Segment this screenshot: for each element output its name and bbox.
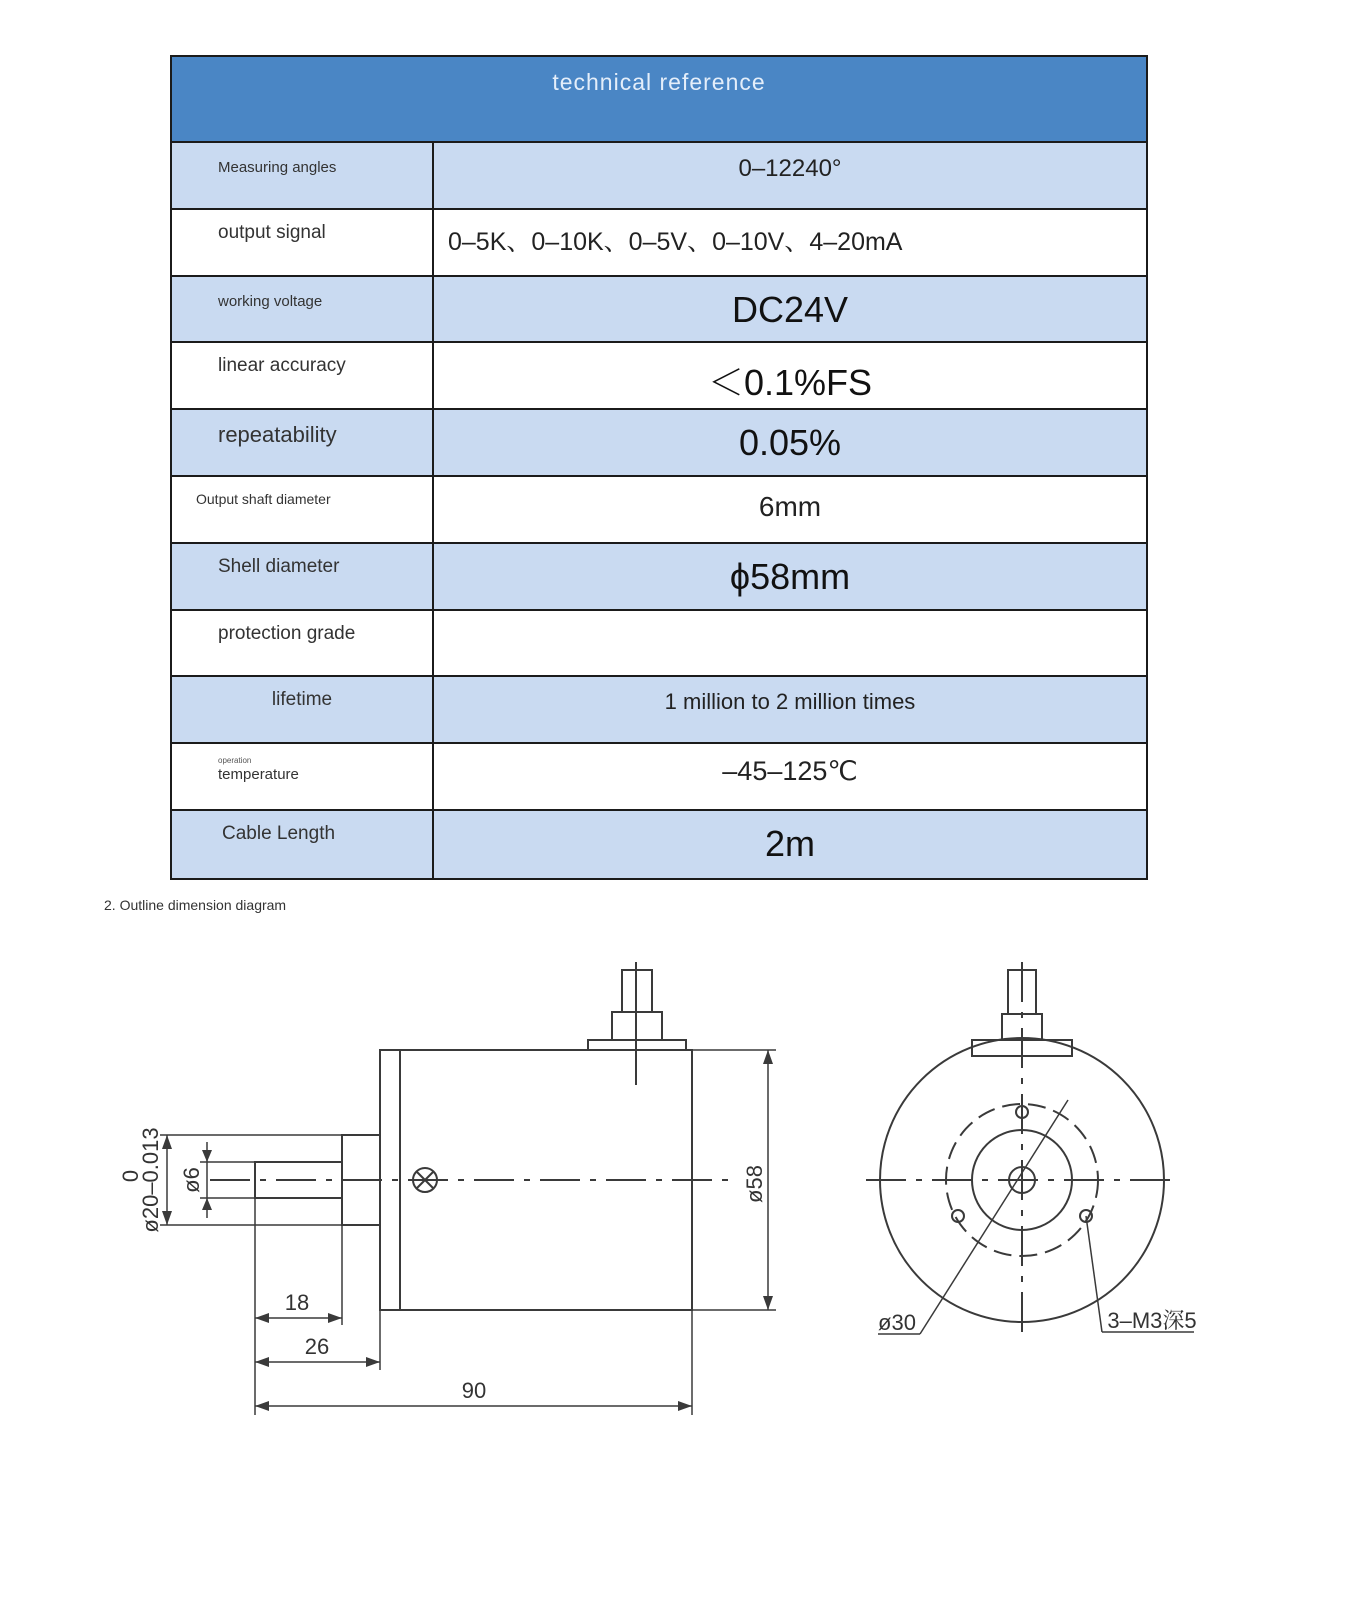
arrowheads (162, 1050, 773, 1411)
spec-table (170, 55, 1148, 880)
spec-value: 1 million to 2 million times (664, 689, 916, 715)
spec-label: repeatability (172, 410, 434, 475)
arrow (202, 1198, 212, 1210)
spec-label (172, 744, 434, 809)
arrow (678, 1401, 692, 1411)
dim20-label: ø20–0.013 (138, 1127, 163, 1233)
spec-row-working-voltage (172, 277, 1146, 344)
leader-d30 (920, 1100, 1068, 1334)
dim30-label: ø30 (878, 1310, 916, 1335)
dim26-label: 26 (304, 1334, 330, 1359)
spec-value: 0.05% (738, 422, 842, 464)
spec-label: Cable Length (172, 811, 434, 878)
spec-value: 0–12240° (738, 155, 842, 182)
spec-row-linear-accuracy (172, 343, 1146, 410)
arrow (162, 1211, 172, 1225)
spec-value: ϕ58mm (729, 555, 851, 597)
arrow (202, 1150, 212, 1162)
spec-label: Measuring angles (172, 143, 434, 208)
spec-value: ＜0.1%FS (707, 362, 873, 404)
dim6-label: ø6 (179, 1167, 204, 1193)
spec-row-output-signal (172, 210, 1146, 277)
spec-value: DC24V (731, 288, 849, 330)
spec-row-repeatability (172, 410, 1146, 477)
dim20-tolerance-label: 0 (118, 1169, 143, 1183)
spec-value (434, 611, 1146, 676)
dim90-label: 90 (461, 1378, 487, 1403)
spec-label-main: temperature (218, 766, 299, 784)
arrow (255, 1401, 269, 1411)
spec-label: working voltage (172, 277, 434, 342)
outline-diagram (0, 940, 1354, 1460)
spec-value: –45–125℃ (722, 756, 858, 787)
spec-label-top: operation (218, 756, 252, 766)
spec-value: 2m (764, 822, 815, 864)
spec-row-protection-grade (172, 611, 1146, 678)
arrow (366, 1357, 380, 1367)
spec-label: output signal (172, 210, 434, 275)
spec-label: protection grade (172, 611, 434, 676)
spec-label: Output shaft diameter (172, 477, 434, 542)
dim18-label: 18 (284, 1290, 310, 1315)
thread-label: 3–M3深5 (1107, 1308, 1197, 1333)
spec-row-lifetime (172, 677, 1146, 744)
spec-row-shell-diameter (172, 544, 1146, 611)
arrow (255, 1357, 269, 1367)
spec-header (172, 57, 1146, 143)
dim58-label: ø58 (742, 1165, 767, 1203)
arrow (255, 1313, 269, 1323)
spec-row-output-shaft-diameter (172, 477, 1146, 544)
spec-label: Shell diameter (172, 544, 434, 609)
spec-value: 0–5K、0–10K、0–5V、0–10V、4–20mA (448, 227, 903, 256)
diagram-caption: 2. Outline dimension diagram (104, 897, 287, 913)
spec-label: lifetime (172, 677, 434, 742)
spec-header-title: technical reference (552, 69, 766, 95)
arrow (763, 1296, 773, 1310)
spec-label: linear accuracy (172, 343, 434, 408)
arrow (763, 1050, 773, 1064)
spec-row-cable-length (172, 811, 1146, 878)
spec-row-operation-temperature (172, 744, 1146, 811)
arrow (162, 1135, 172, 1149)
spec-value: 6mm (758, 490, 822, 522)
spec-row-measuring-angles (172, 143, 1146, 210)
arrow (328, 1313, 342, 1323)
leader-thread (1086, 1216, 1102, 1332)
